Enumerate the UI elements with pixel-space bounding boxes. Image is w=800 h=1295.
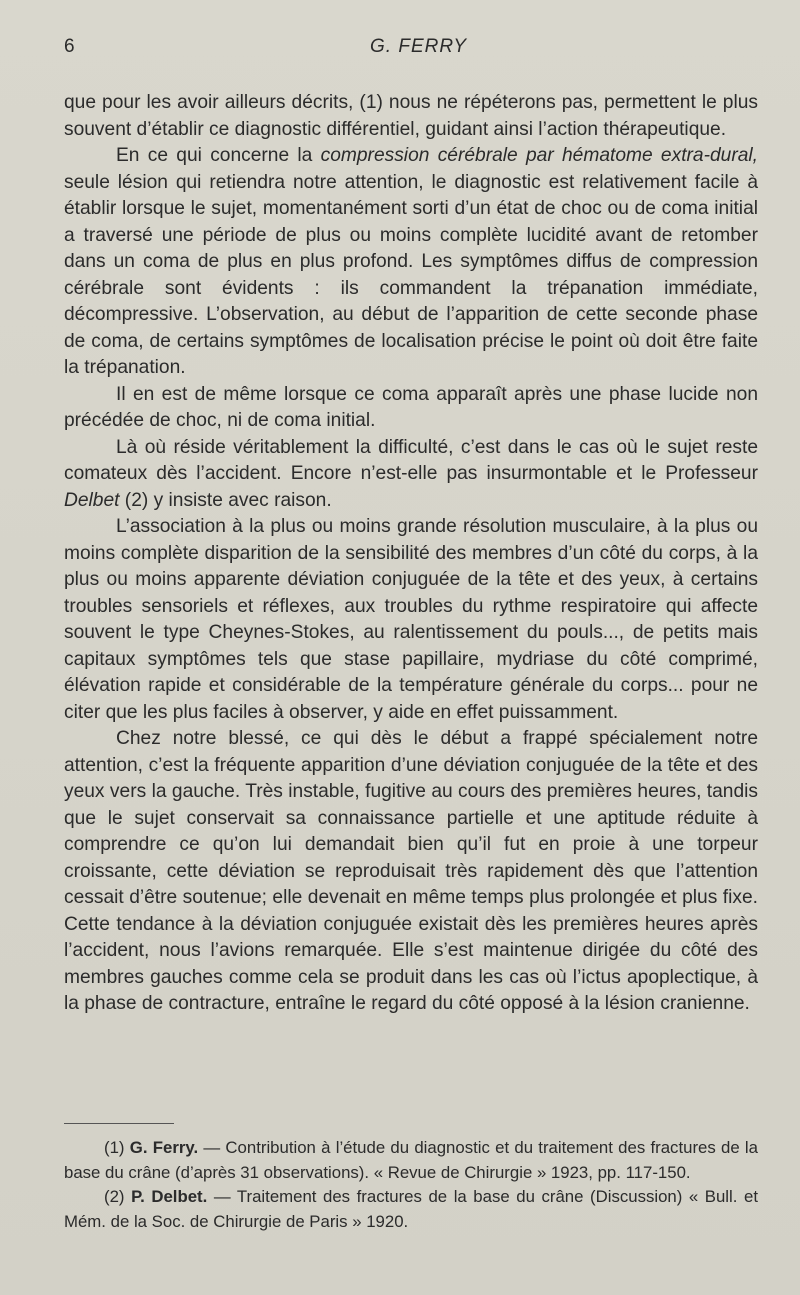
page-number: 6 <box>64 36 76 57</box>
footnote-author: P. Delbet. <box>131 1187 208 1206</box>
paragraph-4: Là où réside véritablement la difficulté, c’est dans le cas où le sujet reste comateux dès l’accident. Encore n’est-elle pas insurmontable et le Professeur Delbet (2) y insiste avec raison. <box>64 436 758 511</box>
emphasis-hematome: compression cérébrale par hématome extra-dural, <box>320 145 758 166</box>
paragraph-1: que pour les avoir ailleurs décrits, (1) nous ne répéterons pas, permettent le plus souvent d’établir ce diagnostic différentiel, guidant ainsi l’action thérapeutique. <box>64 92 758 140</box>
body-text <box>64 90 758 1018</box>
running-head: G. FERRY <box>370 36 468 57</box>
footnote-1: (1) G. Ferry. — Contribution à l’étude du diagnostic et du traitement des fractures de la base du crâne (d’après 31 observations). « Revue de Chirurgie » 1923, pp. 117-150. <box>64 1138 758 1182</box>
paragraph-6: Chez notre blessé, ce qui dès le début a frappé spécialement notre attention, c’est la fréquente apparition d’une déviation conjuguée de la tête et des yeux vers la gauche. Très instable, fugitive au cours des premières heures, tandis que le sujet conservait sa connaissance partielle et une aptitude réduite à comprendre ce qu’on lui demandait bien qu’il fut en proie à une torpeur croissante, cette déviation se reproduisait très rapidement dès que l’attention cessait d’être soutenue; elle devenait en même temps plus prolongée et plus fixe. Cette tendance à la déviation conjuguée existait dès les premières heures après l’accident, nous l’avions remarquée. Elle s’est maintenue dirigée du côté des membres gauches comme cela se produit dans les cas où l’ictus apoplectique, à la phase de contracture, entraîne le regard du côté opposé à la lésion cranienne. <box>64 728 758 1014</box>
footnote-author: G. Ferry. <box>129 1138 199 1157</box>
paragraph-2: En ce qui concerne la compression cérébrale par hématome extra-dural, seule lésion qui retiendra notre attention, le diagnostic est relativement facile à établir lorsque le sujet, momentanément sorti d’un état de choc ou de coma initial a traversé une période de plus ou moins complète lucidité avant de retomber dans un coma de plus en plus profond. Les symptômes diffus de compression cérébrale sont évidents : ils commandent la trépanation immédiate, décompressive. L’observation, au début de l’apparition de cette seconde phase de coma, de certains symptômes de localisation précise le point où doit être faite la trépanation. <box>64 145 758 378</box>
paragraph-5: L’association à la plus ou moins grande résolution musculaire, à la plus ou moins complète disparition de la sensibilité des membres d’un côté du corps, à la plus ou moins apparente déviation conjuguée de la tête et des yeux, à certains troubles sensoriels et réflexes, aux troubles du rythme respiratoire qui affecte souvent le type Cheynes-Stokes, au ralentissement du pouls..., de petits mais capitaux symptômes tels que stase papillaire, mydriase du côté comprimé, élévation rapide et considérable de la température générale du corps... pour ne citer que les plus faciles à observer, y aide en effet puissamment. <box>64 516 758 723</box>
emphasis-delbet: Delbet <box>64 489 120 511</box>
footnote-divider <box>64 1123 174 1124</box>
paragraph-3: Il en est de même lorsque ce coma apparaît après une phase lucide non précédée de choc, ni de coma initial. <box>64 383 758 431</box>
footnotes <box>64 1136 758 1234</box>
footnote-2: (2) P. Delbet. — Traitement des fractures de la base du crâne (Discussion) « Bull. et Mém. de la Soc. de Chirurgie de Paris » 1920. <box>64 1187 758 1231</box>
page-header <box>64 36 760 66</box>
